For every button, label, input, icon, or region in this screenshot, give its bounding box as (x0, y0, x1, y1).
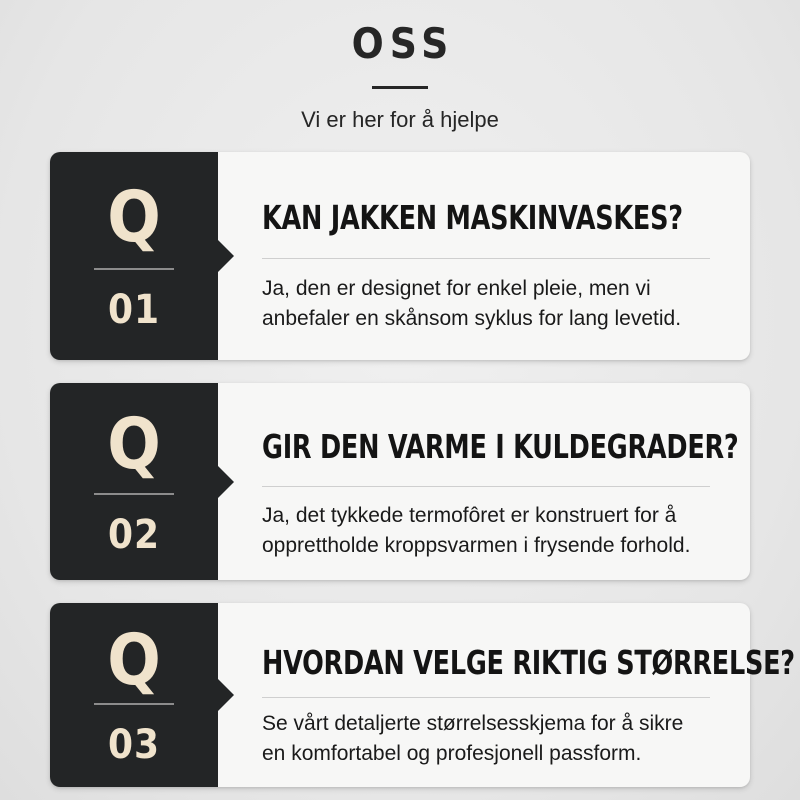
answer-line: Ja, det tykkede termofôret er konstruert for å (262, 504, 677, 527)
badge-divider (94, 703, 174, 705)
answer-text (262, 709, 728, 769)
faq-card-3[interactable] (50, 603, 795, 787)
faq-card-2[interactable] (50, 383, 750, 580)
question-badge (50, 383, 218, 580)
answer-text (262, 274, 728, 334)
page-title: OSS (351, 19, 455, 68)
question-letter: Q (107, 403, 161, 485)
badge-divider (94, 268, 174, 270)
answer-line: anbefaler en skånsom syklus for lang levetid. (262, 307, 682, 330)
title-divider (372, 86, 428, 89)
badge-pointer-icon (218, 466, 234, 498)
question-badge (50, 152, 218, 360)
question-divider (262, 697, 710, 698)
answer-line: opprettholde kroppsvarmen i frysende forhold. (262, 534, 691, 557)
badge-pointer-icon (218, 679, 234, 711)
question-divider (262, 258, 710, 259)
answer-text (262, 501, 728, 561)
question-badge (50, 603, 218, 787)
faq-card-1[interactable] (50, 152, 750, 360)
question-number: 02 (107, 512, 161, 558)
badge-pointer-icon (218, 240, 234, 272)
question-number: 03 (107, 722, 161, 768)
question-number: 01 (107, 287, 161, 333)
answer-line: Se vårt detaljerte størrelsesskjema for å sikre (262, 712, 684, 735)
question-text: GIR DEN VARME I KULDEGRADER? (262, 427, 739, 466)
question-divider (262, 486, 710, 487)
badge-divider (94, 493, 174, 495)
question-text: KAN JAKKEN MASKINVASKES? (262, 198, 683, 237)
page-subtitle: Vi er her for å hjelpe (301, 107, 499, 132)
header (0, 18, 800, 133)
question-text: HVORDAN VELGE RIKTIG STØRRELSE? (262, 643, 795, 682)
question-letter: Q (107, 176, 161, 258)
question-letter: Q (107, 619, 161, 701)
answer-line: Ja, den er designet for enkel pleie, men vi (262, 277, 651, 300)
answer-line: en komfortabel og profesjonell passform. (262, 742, 642, 765)
